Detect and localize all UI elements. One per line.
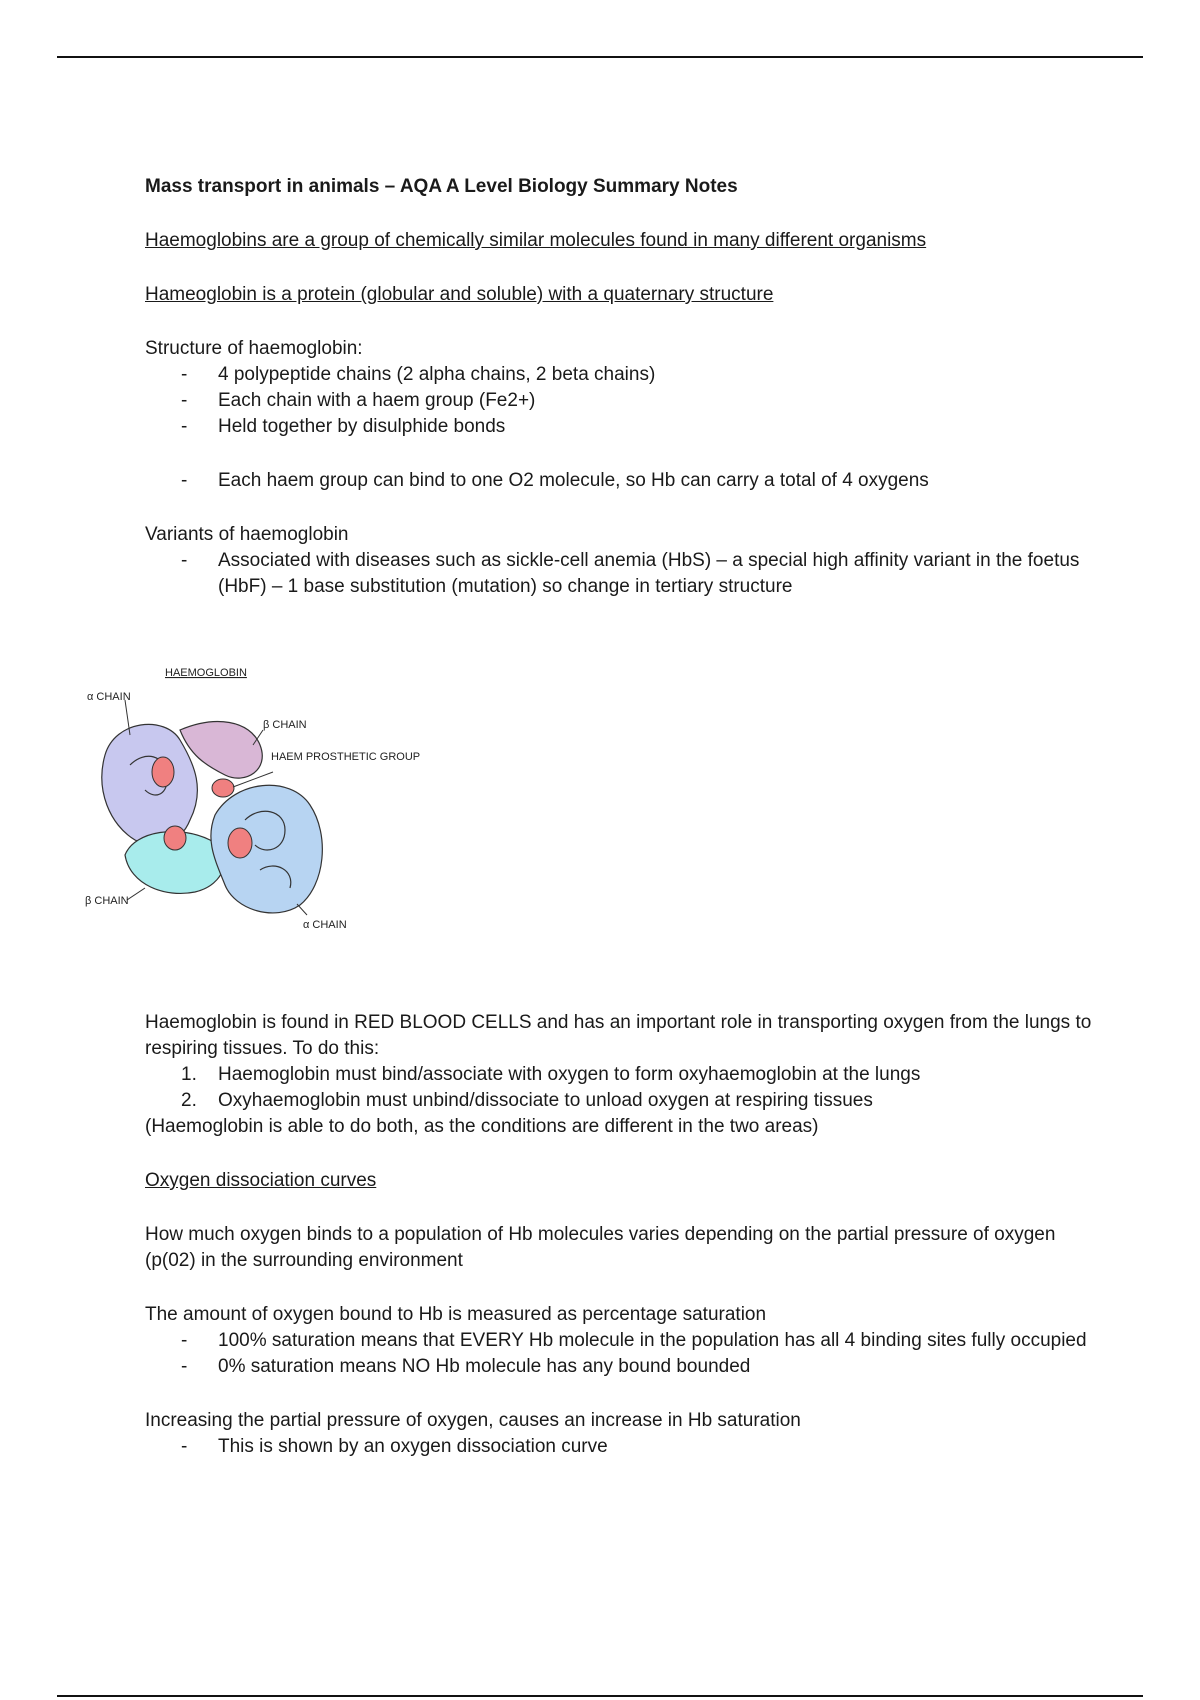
haem-group (152, 757, 174, 787)
label-beta-top: β CHAIN (263, 719, 307, 731)
saturation-intro: The amount of oxygen bound to Hb is measured as percentage saturation (145, 1304, 767, 1325)
haem-group (164, 826, 186, 850)
label-haem-group: HAEM PROSTHETIC GROUP (271, 751, 421, 763)
partial-pressure-intro: Increasing the partial pressure of oxygen, causes an increase in Hb saturation (145, 1410, 801, 1431)
list-item: - 100% saturation means that EVERY Hb molecule in the population has all 4 binding sites fully occupied (145, 1328, 1095, 1354)
heading-odc: Oxygen dissociation curves (145, 1170, 377, 1191)
structure-intro: Structure of haemoglobin: (145, 338, 363, 359)
label-alpha-bottom: α CHAIN (303, 919, 347, 931)
document-title: Mass transport in animals – AQA A Level Biology Summary Notes (145, 176, 738, 197)
list-item: - This is shown by an oxygen dissociation curve (145, 1434, 1095, 1460)
list-item: - Held together by disulphide bonds (145, 414, 1095, 440)
haemoglobin-figure (85, 660, 421, 950)
list-item: - Each chain with a haem group (Fe2+) (145, 388, 1095, 414)
list-item: - Each haem group can bind to one O2 molecule, so Hb can carry a total of 4 oxygens (145, 468, 1095, 494)
partial-pressure-list (145, 1434, 1095, 1460)
rbc-paragraph: Haemoglobin is found in RED BLOOD CELLS and has an important role in transporting oxygen from the lungs to respiring tissues. To do this: (145, 1012, 1092, 1059)
list-item: 1. Haemoglobin must bind/associate with oxygen to form oxyhaemoglobin at the lungs (181, 1064, 921, 1085)
structure-list (145, 362, 1095, 440)
alpha-chain-right-shape (211, 785, 322, 913)
haemoglobin-diagram (85, 660, 421, 950)
list-item: - Associated with diseases such as sickle-cell anemia (HbS) – a special high affinity variant in the foetus (HbF) – 1 base substitution (mutation) so change in tertiary structure (145, 548, 1095, 600)
footer-rule (57, 1695, 1143, 1697)
alpha-chain-left-shape (102, 724, 198, 844)
figure-title: HAEMOGLOBIN (165, 667, 247, 679)
haem-group (212, 779, 234, 797)
rbc-note: (Haemoglobin is able to do both, as the conditions are different in the two areas) (145, 1116, 819, 1137)
heading-haemoglobins: Haemoglobins are a group of chemically similar molecules found in many different organisms (145, 230, 927, 251)
label-alpha-top: α CHAIN (87, 691, 131, 703)
odc-paragraph: How much oxygen binds to a population of Hb molecules varies depending on the partial pressure of oxygen (p(02) in the surrounding environment (145, 1224, 1056, 1271)
rbc-list (145, 1062, 1095, 1114)
heading-protein: Hameoglobin is a protein (globular and soluble) with a quaternary structure (145, 284, 774, 305)
variants-list (145, 548, 1095, 600)
header-rule (57, 56, 1143, 58)
label-beta-bottom: β CHAIN (85, 895, 129, 907)
list-item: - 0% saturation means NO Hb molecule has any bound bounded (145, 1354, 1095, 1380)
variants-intro: Variants of haemoglobin (145, 524, 349, 545)
saturation-list (145, 1328, 1095, 1380)
document-body (85, 174, 1095, 1460)
list-item: 2. Oxyhaemoglobin must unbind/dissociate to unload oxygen at respiring tissues (181, 1090, 873, 1111)
haem-group (228, 828, 252, 858)
list-item: - 4 polypeptide chains (2 alpha chains, 2 beta chains) (145, 362, 1095, 388)
binding-list (145, 468, 1095, 494)
